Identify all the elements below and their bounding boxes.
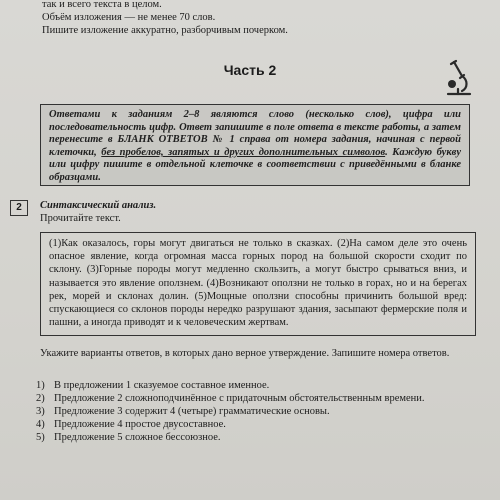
option-text: Предложение 5 сложное бессоюзное. <box>54 432 221 443</box>
instructions-underlined: без пробелов, запятых и других дополнительных символов <box>101 146 386 158</box>
task-subheading: Прочитайте текст. <box>40 213 121 224</box>
option-text: В предложении 1 сказуемое составное именное. <box>54 380 270 391</box>
option-item <box>36 431 480 444</box>
source-text: (1)Как оказалось, горы могут двигаться не только в сказках. (2)На самом деле это очень опасное явление, когда огромная масса горных пород на большой скорости сходит по склону. (3)Горные породы могут медленно скользить, а могут быстро срываться вниз, и называется это явление оползнем. (4)Возникают оползни не только в горах, но и на берегах рек, морей и склонах долин. (5)Мощные оползни способны причинить большой вред: спускающиеся со склонов породы нередко разрушают здания, засыпают фермерские поля и пашни, а иногда приводят и к человеческим жертвам. <box>49 238 467 329</box>
answer-options <box>36 379 480 444</box>
intro-line: так и всего текста в целом. <box>42 0 162 10</box>
task-header <box>40 199 156 225</box>
microscope-icon <box>440 58 476 98</box>
instructions-text: Ответами к заданиям 2–8 являются слово (несколько слов), цифра или последовательность цифр. Ответ запишите в поле ответа в тексте работы, а затем перенесите в БЛАНК ОТВЕТОВ № 1 справа от номера задания, начиная с первой клеточки, <box>49 109 461 158</box>
task-heading: Синтаксический анализ. <box>40 200 157 211</box>
intro-line: Объём изложения — не менее 70 слов. <box>42 12 216 23</box>
option-item <box>36 392 480 405</box>
option-number: 4) <box>36 419 45 430</box>
intro-line: Пишите изложение аккуратно, разборчивым почерком. <box>42 25 288 36</box>
question-text: Укажите варианты ответов, в которых дано верное утверждение. Запишите номера ответов. <box>40 348 450 359</box>
option-item <box>36 418 480 431</box>
option-number: 1) <box>36 380 45 391</box>
instructions-box <box>40 104 470 186</box>
option-item <box>36 405 480 418</box>
source-text-box <box>40 232 476 336</box>
instructions-tail: . Каждую букву или цифру пишите в отдельной клеточке в соответствии с приведёнными в бланке образцами. <box>49 146 462 183</box>
option-text: Предложение 3 содержит 4 (четыре) грамматические основы. <box>54 406 330 417</box>
task-number: 2 <box>10 200 28 216</box>
option-item <box>36 379 480 392</box>
option-number: 5) <box>36 432 45 443</box>
part-title: Часть 2 <box>223 62 277 78</box>
option-text: Предложение 4 простое двусоставное. <box>54 419 226 430</box>
option-text: Предложение 2 сложноподчинённое с придаточным обстоятельственным времени. <box>54 393 425 404</box>
option-number: 3) <box>36 406 45 417</box>
option-number: 2) <box>36 393 45 404</box>
intro-text <box>42 0 462 37</box>
